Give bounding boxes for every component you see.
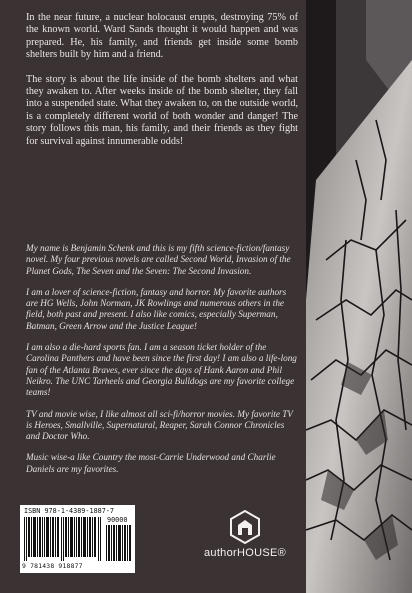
authorhouse-logo-icon bbox=[228, 510, 262, 544]
isbn-label: ISBN 978-1-4389-1887-7 bbox=[24, 507, 115, 515]
bio-paragraph-5: Music wise-a like Country the most-Carrie Underwood and Charlie Daniels are my favorites. bbox=[26, 452, 276, 474]
bio-paragraph-4: TV and movie wise, I like almost all sci-fi/horror movies. My favorite TV is Heroes, Smallville, Supernatural, Reaper, Sarah Connor Chronicles and Doctor Who. bbox=[26, 408, 293, 442]
author-bio bbox=[26, 243, 298, 485]
ean-digits: 9 781438 918877 bbox=[22, 562, 83, 570]
bio-paragraph-2: I am a lover of science-fiction, fantasy and horror. My favorite authors are HG Wells, John Norman, JK Rowlings and numerous others in the field, both past and present. I also like comics, especially Superman, Batman, Green Arrow and the Justice League! bbox=[26, 286, 287, 331]
synopsis-paragraph-2: The story is about the life inside of the bomb shelters and what they awaken to. After weeks inside of the bomb shelter, they fall into a suspended state. What they awaken to, on the outside world, is a completely different world of both wonder and danger! The story follows this man, his family, and their friends as they fight for survival against innumerable odds! bbox=[26, 73, 298, 147]
cracked-road-image bbox=[306, 0, 412, 593]
bio-paragraph-3: I am also a die-hard sports fan. I am a season ticket holder of the Carolina Panthers and have been since the first day! I am also a life-long fan of the Atlanta Braves, ever since the days of Hank Aaron and Phil Neikro. The UNC Tarheels and Georgia Bulldogs are my favorite college teams! bbox=[26, 342, 297, 398]
synopsis-paragraph-1: In the near future, a nuclear holocaust erupts, destroying 75% of the known world. Ward Sands thought it would happen and was prepared. He, his family, and friends get inside some bomb shelters built by him and a friend. bbox=[26, 12, 298, 61]
barcode-bars-icon bbox=[24, 517, 102, 561]
publisher-name: authorHOUSE® bbox=[203, 547, 286, 559]
isbn-barcode bbox=[20, 505, 135, 573]
cover-photo bbox=[306, 0, 412, 593]
price-barcode-icon bbox=[106, 525, 131, 561]
publisher-logo bbox=[200, 510, 290, 570]
synopsis bbox=[26, 12, 298, 160]
bio-paragraph-1: My name is Benjamin Schenk and this is my fifth science-fiction/fantasy novel. My four previous novels are called Second World, Invasion of the Planet Gods, The Seven and the Seven: The Second Invasion. bbox=[26, 243, 291, 276]
price-code: 90000 bbox=[107, 516, 128, 524]
